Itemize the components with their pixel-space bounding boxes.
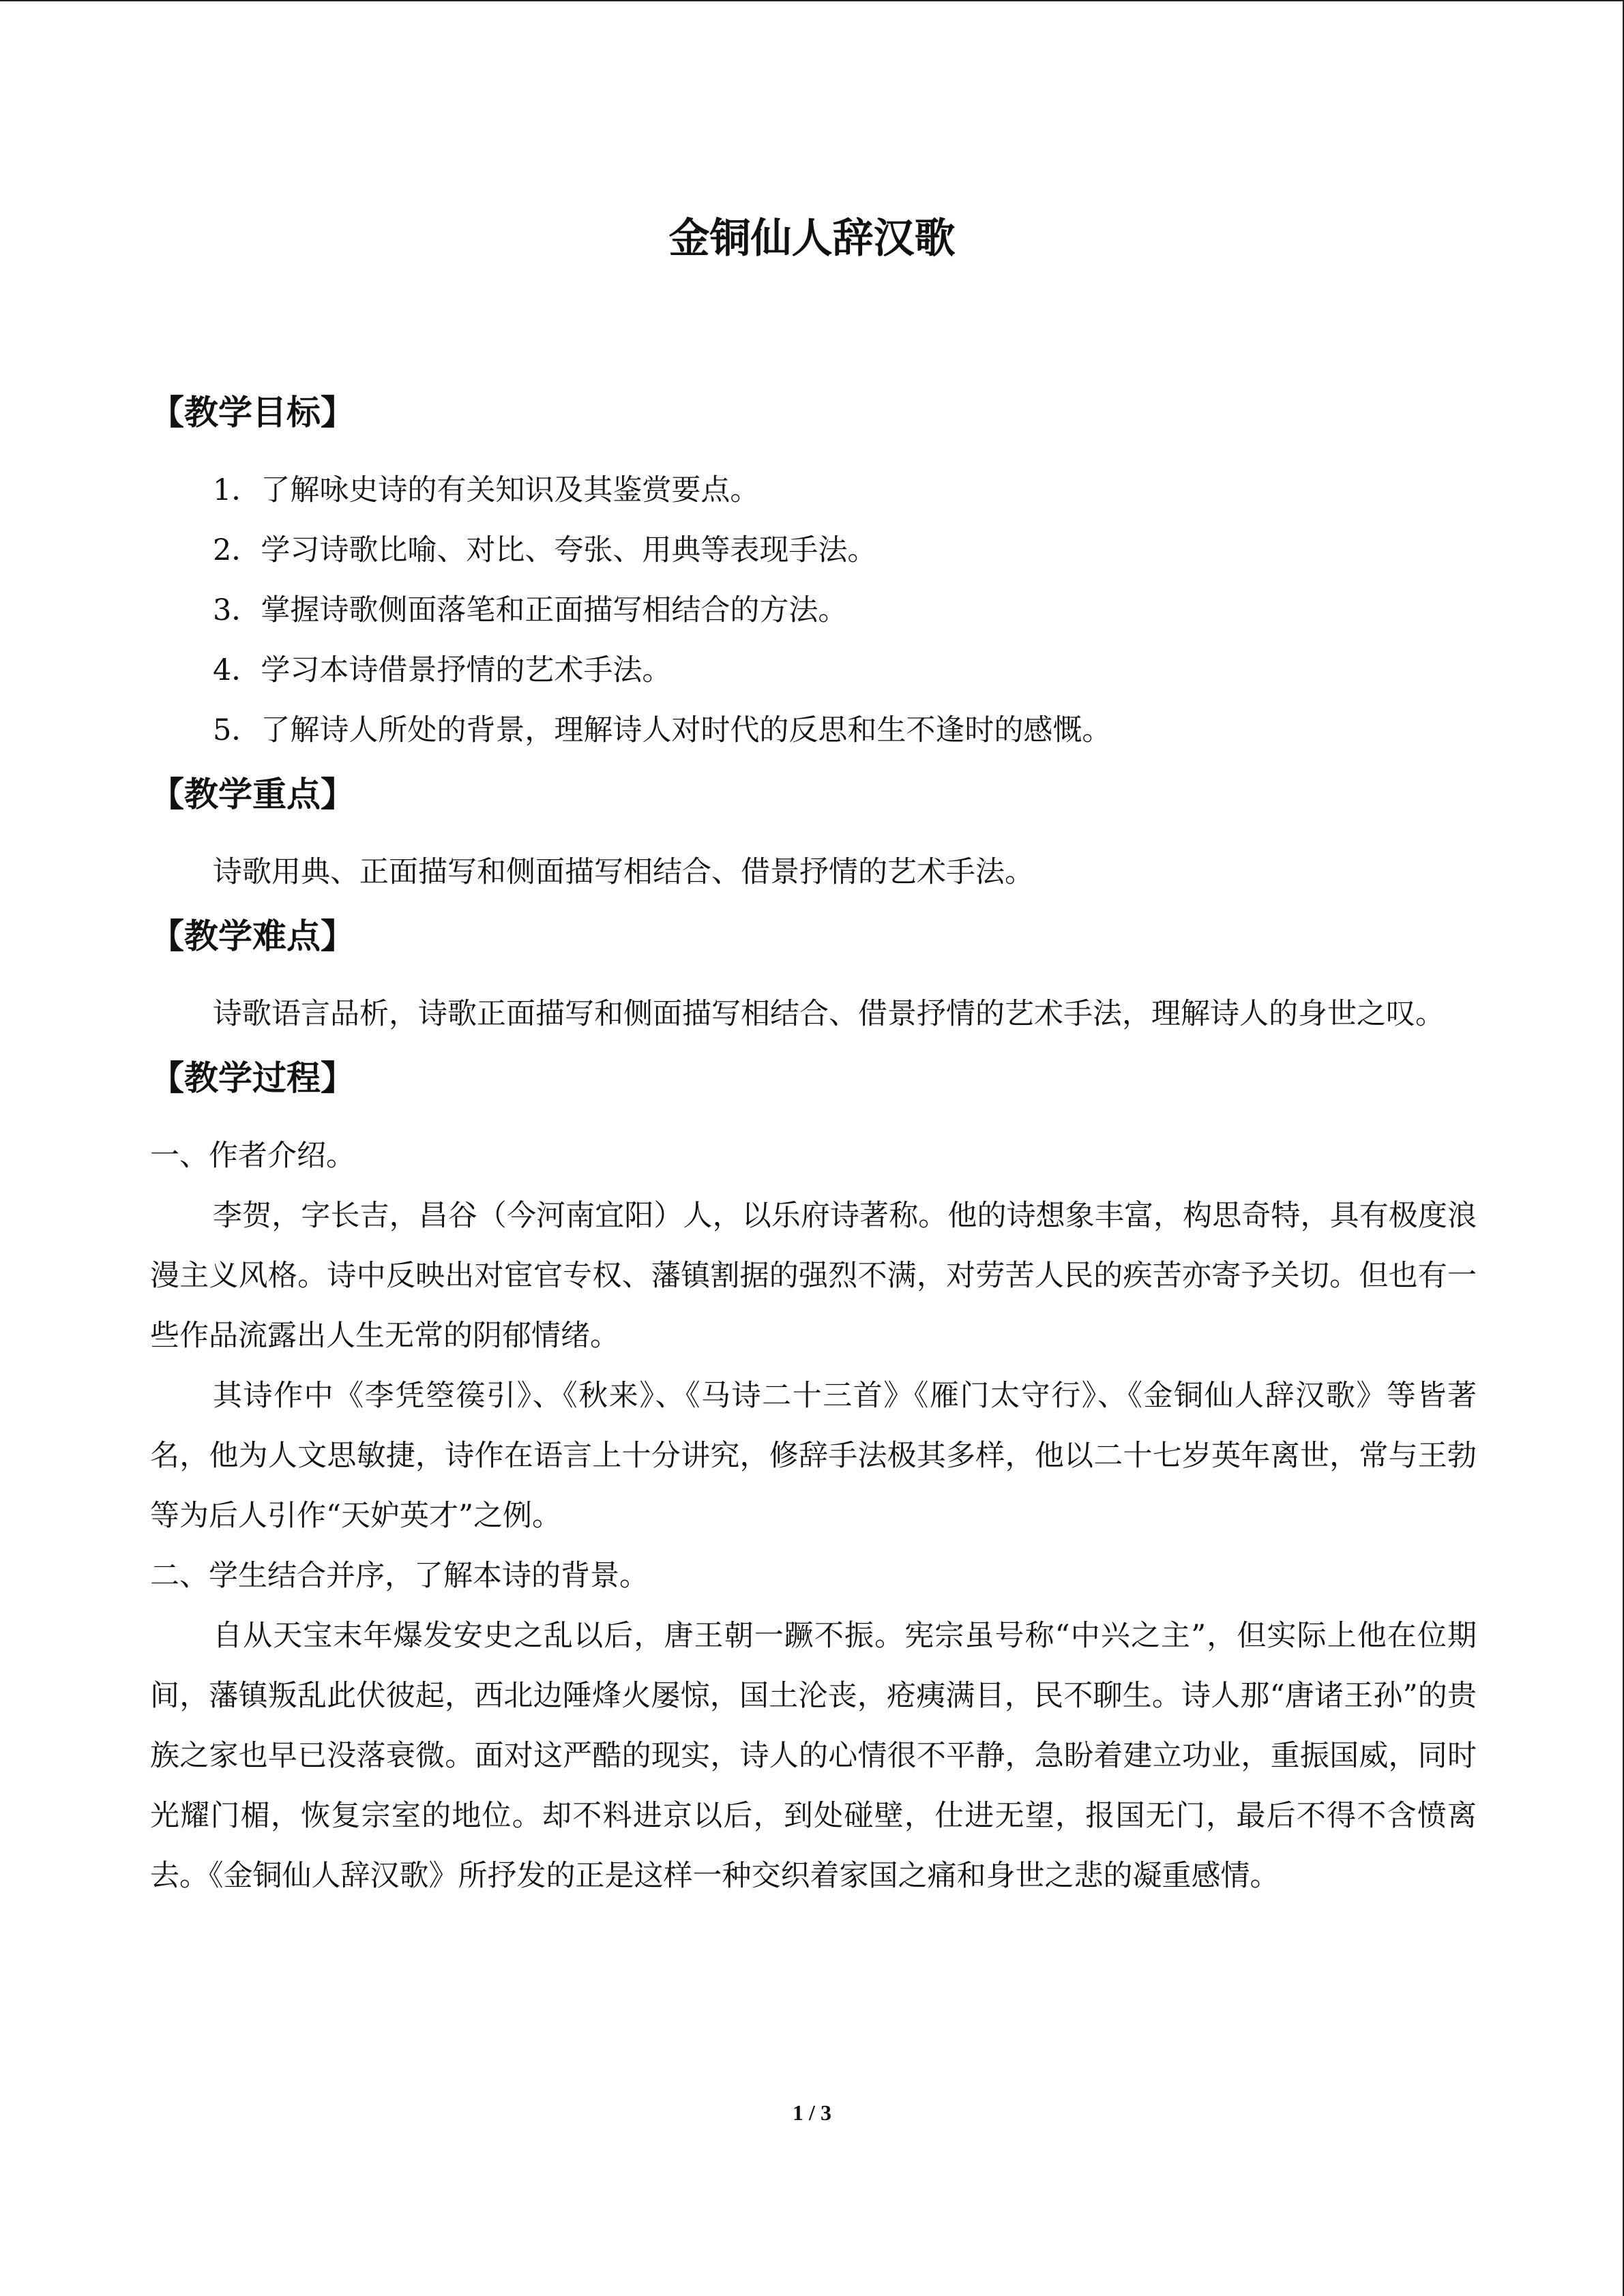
section-heading-difficulties: 【教学难点】 <box>150 916 355 956</box>
process-part1-paragraph: 其诗作中《李凭箜篌引》、《秋来》、《马诗二十三首》《雁门太守行》、《金铜仙人辞汉歌》等皆著名，他为人文思敏捷，诗作在语言上十分讲究，修辞手法极其多样，他以二十七岁英年离世，常与王勃等为后人引作“天妒英才”之例。 <box>150 1379 1477 1533</box>
process-part2-title: 二、学生结合并序，了解本诗的背景。 <box>150 1559 649 1593</box>
objective-item: 2．学习诗歌比喻、对比、夸张、用典等表现手法。 <box>213 533 877 567</box>
key-points-text: 诗歌用典、正面描写和侧面描写相结合、借景抒情的艺术手法。 <box>213 855 1034 889</box>
document-title: 金铜仙人辞汉歌 <box>668 215 956 263</box>
document-body <box>150 378 1477 1906</box>
top-border-line <box>0 0 1624 1</box>
process-part2-paragraph: 自从天宝末年爆发安史之乱以后，唐王朝一蹶不振。宪宗虽号称“中兴之主”，但实际上他在位期间，藩镇叛乱此伏彼起，西北边陲烽火屡惊，国土沦丧，疮痍满目，民不聊生。诗人那“唐诸王孙”的贵族之家也早已没落衰微。面对这严酷的现实，诗人的心情很不平静，急盼着建立功业，重振国威，同时光耀门楣，恢复宗室的地位。却不料进京以后，到处碰壁，仕进无望，报国无门，最后不得不含愤离去。《金铜仙人辞汉歌》所抒发的正是这样一种交织着家国之痛和身世之悲的凝重感情。 <box>150 1619 1477 1893</box>
difficulties-text: 诗歌语言品析，诗歌正面描写和侧面描写相结合、借景抒情的艺术手法，理解诗人的身世之叹。 <box>213 997 1445 1031</box>
process-part1-paragraph: 李贺，字长吉，昌谷（今河南宜阳）人，以乐府诗著称。他的诗想象丰富，构思奇特，具有极度浪漫主义风格。诗中反映出对宦官专权、藩镇割据的强烈不满，对劳苦人民的疾苦亦寄予关切。但也有一些作品流露出人生无常的阴郁情绪。 <box>150 1199 1477 1353</box>
objective-item: 1．了解咏史诗的有关知识及其鉴赏要点。 <box>213 473 760 507</box>
section-heading-objectives: 【教学目标】 <box>150 393 355 432</box>
objective-item: 3．掌握诗歌侧面落笔和正面描写相结合的方法。 <box>213 593 848 627</box>
page-number: 1 / 3 <box>793 2100 831 2125</box>
section-heading-key-points: 【教学重点】 <box>150 775 355 814</box>
objective-item: 5．了解诗人所处的背景，理解诗人对时代的反思和生不逢时的感慨。 <box>213 713 1112 747</box>
process-part1-title: 一、作者介绍。 <box>150 1139 355 1173</box>
section-heading-process: 【教学过程】 <box>150 1058 355 1098</box>
objective-item: 4．学习本诗借景抒情的艺术手法。 <box>213 653 672 687</box>
